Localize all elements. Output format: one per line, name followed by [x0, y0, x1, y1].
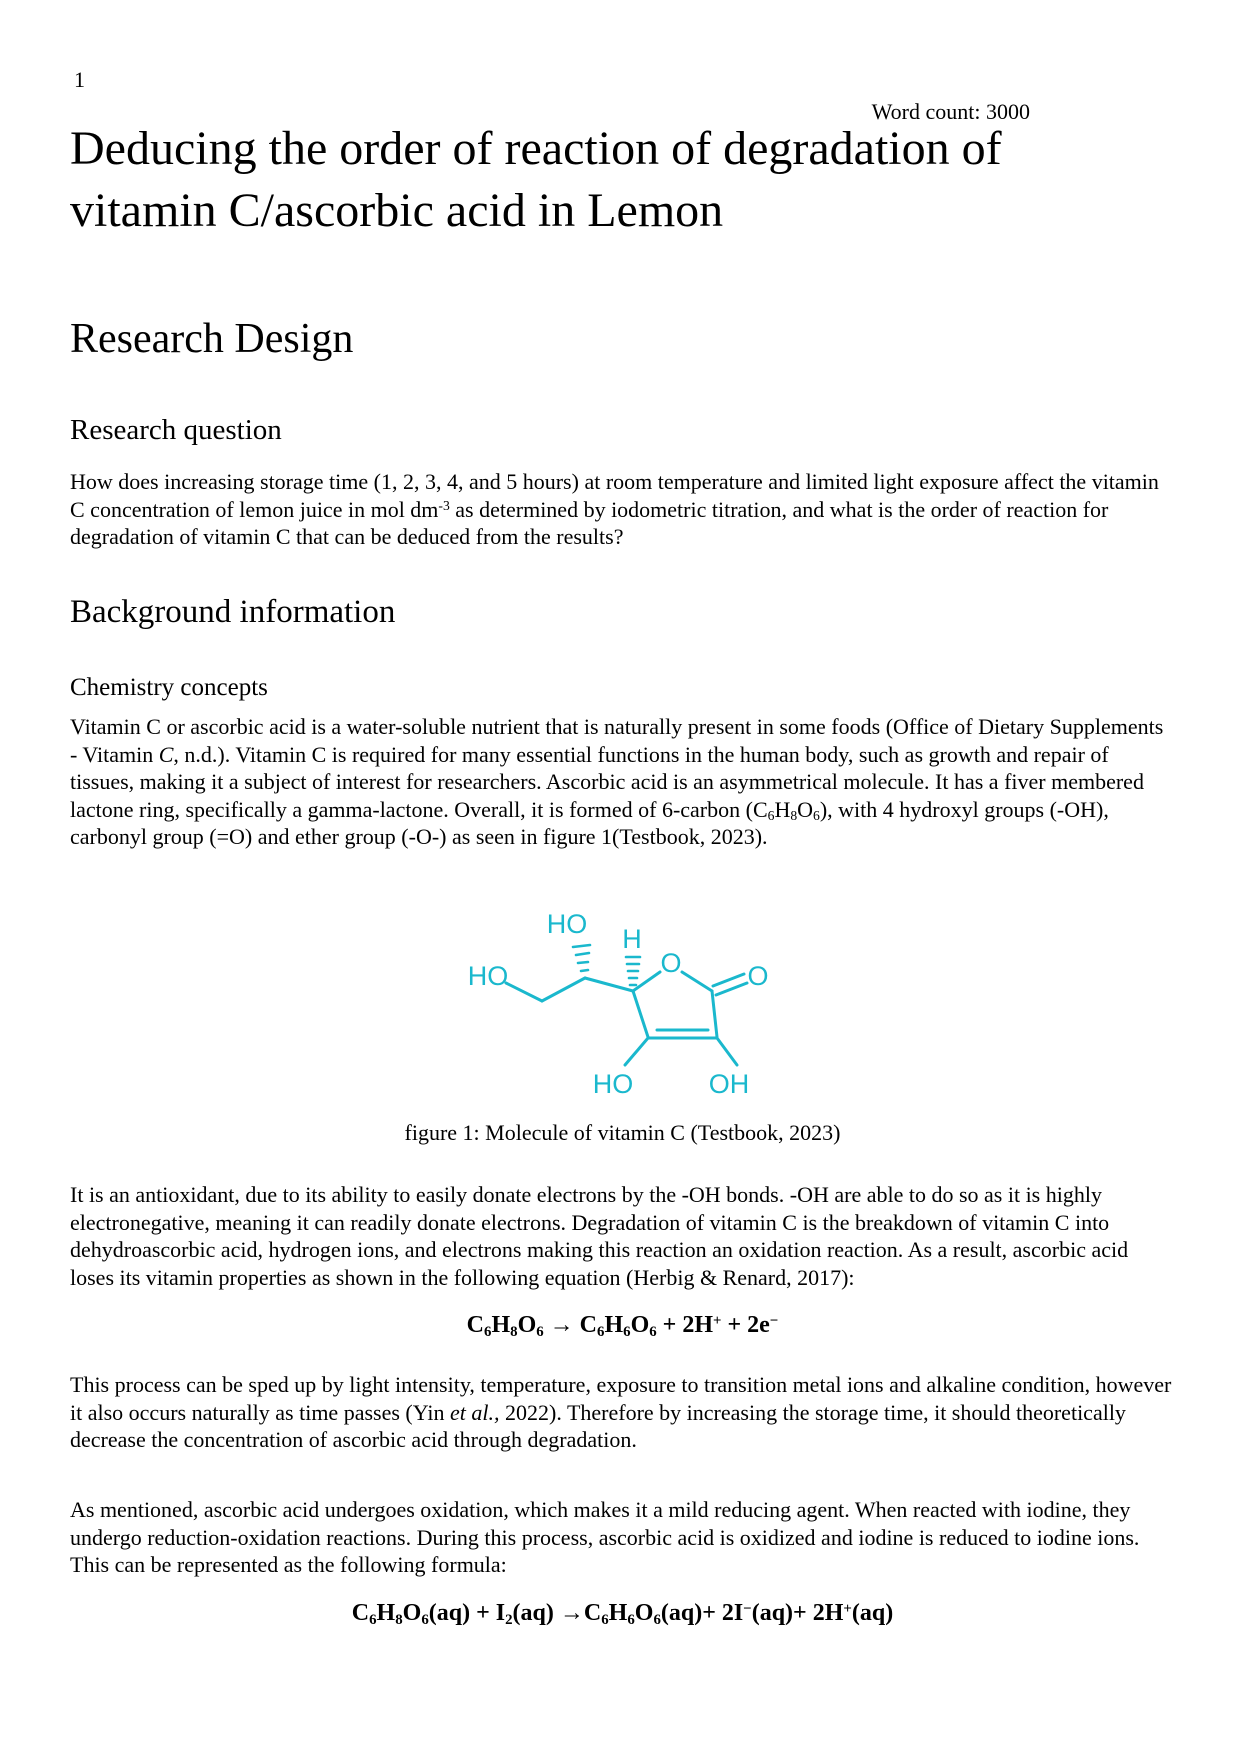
paragraph-chemistry-concepts: Vitamin C or ascorbic acid is a water-soluble nutrient that is naturally present in some foods (Office of Dietary Supplements - Vitamin C, n.d.). Vitamin C is required for many essential functions in the human body, such as growth and repair of tissues, making it a subject of interest for researchers. Ascorbic acid is an asymmetrical molecule. It has a fiver membered lactone ring, specifically a gamma-lactone. Overall, it is formed of 6-carbon $(C_6H_8O_6)$, with 4 hydroxyl groups (-OH), carbonyl group (=O) and ether group (-O-) as seen in figure 1(Testbook, 2023).	[70, 714, 1164, 849]
equation-iodometric: $C_6H_8O_6(aq) + I_2(aq) \to C_6H_6O_6(aq)+ 2I^-(aq)+ 2H^+(aq)$	[351, 1600, 894, 1629]
hash-wedge-hydroxyl	[573, 945, 590, 971]
atom-label-stereo-hydrogen: H	[622, 924, 642, 954]
atom-label-ring-oxygen: O	[660, 948, 682, 978]
figure-vitamin-c-molecule	[450, 897, 780, 1107]
bond-lines	[506, 972, 737, 1065]
word-count: Word count: 3000	[871, 99, 1030, 124]
page-number: 1	[74, 67, 85, 92]
carbonyl-double-bond	[713, 974, 747, 995]
atom-label-bottom-right-hydroxyl: OH	[708, 1069, 750, 1099]
hash-wedge-hydrogen	[626, 957, 640, 985]
document-title	[70, 118, 1180, 242]
atom-label-left-hydroxyl: HO	[467, 961, 509, 991]
heading-research-design: Research Design	[70, 316, 354, 362]
atom-label-top-hydroxyl: HO	[546, 909, 588, 939]
heading-chemistry-concepts: Chemistry concepts	[70, 674, 268, 701]
heading-background-information: Background information	[70, 594, 396, 630]
heading-research-question: Research question	[70, 414, 282, 446]
document-title-line1: Deducing the order of reaction of degradation of	[70, 122, 1002, 175]
paragraph-antioxidant: It is an antioxidant, due to its ability to easily donate electrons by the -OH bonds. -OH are able to do so as it is highly electronegative, meaning it can readily donate electrons. Degradation of vitamin C is the breakdown of vitamin C into dehydroascorbic acid, hydrogen ions, and electrons making this reaction an oxidation reaction. As a result, ascorbic acid loses its vitamin properties as shown in the following equation (Herbig & Renard, 2017):	[70, 1182, 1129, 1290]
paragraph-iodine-reaction: As mentioned, ascorbic acid undergoes oxidation, which makes it a mild reducing agent. When reacted with iodine, they undergo reduction-oxidation reactions. During this process, ascorbic acid is oxidized and iodine is reduced to iodine ions. This can be represented as the following formula:	[70, 1497, 1140, 1577]
vitamin-c-molecule-diagram	[450, 897, 780, 1107]
atom-label-carbonyl-oxygen: O	[747, 961, 769, 991]
paragraph-research-question: How does increasing storage time (1, 2, 3, 4, and 5 hours) at room temperature and limited light exposure affect the vitamin C concentration of lemon juice in mol $dm^{-3}$ as determined by iodometric titration, and what is the order of reaction for degradation of vitamin C that can be deduced from the results?	[70, 469, 1159, 549]
atom-label-bottom-left-hydroxyl: HO	[592, 1069, 634, 1099]
equation-degradation: $C_6H_8O_6 \to C_6H_6O_6 + 2H^+ + 2e^-$	[466, 1312, 779, 1341]
document-title-line2: vitamin C/ascorbic acid in Lemon	[70, 184, 724, 237]
paragraph-storage-time: This process can be sped up by light intensity, temperature, exposure to transition metal ions and alkaline condition, however it also occurs naturally as time passes (Yin et al., 2022). Therefore by increasing the storage time, it should theoretically decrease the concentration of ascorbic acid through degradation.	[70, 1372, 1172, 1452]
figure-caption: figure 1: Molecule of vitamin C (Testbook, 2023)	[404, 1120, 841, 1145]
